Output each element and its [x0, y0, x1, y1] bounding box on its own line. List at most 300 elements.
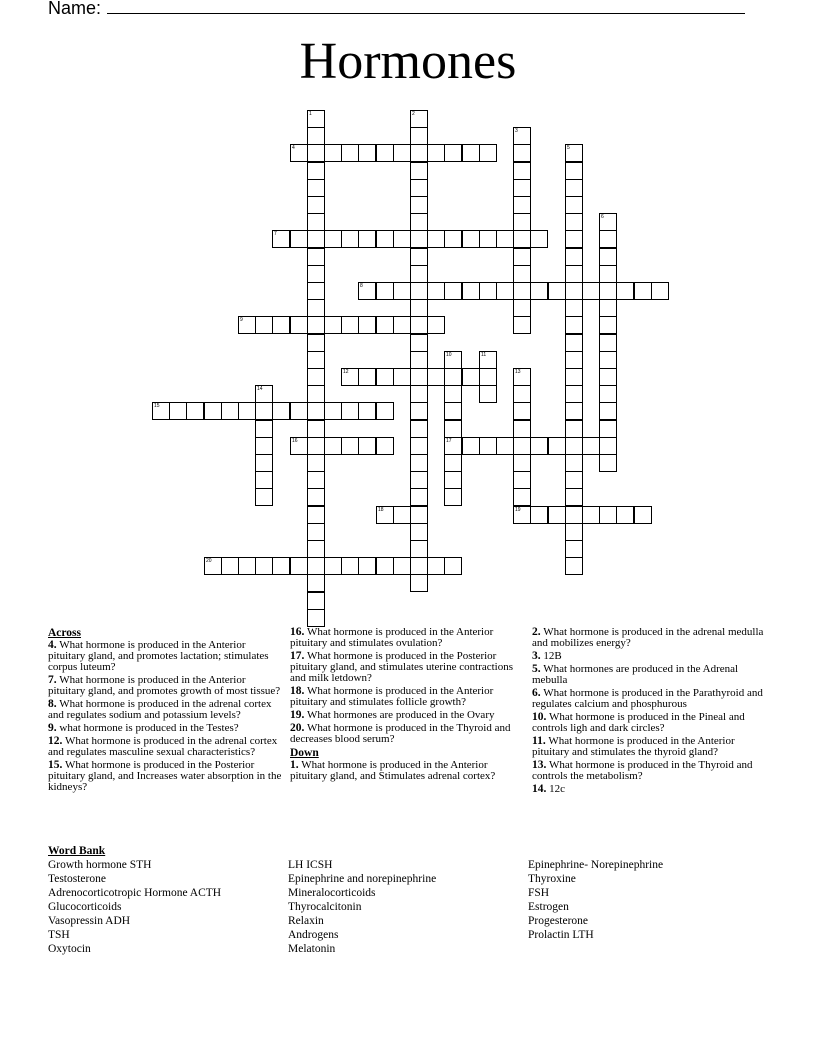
grid-cell[interactable] — [599, 385, 617, 403]
grid-cell[interactable] — [307, 540, 325, 558]
clue-text: What hormone is produced in the Pineal and controls ligh and dark circles? — [532, 711, 745, 734]
grid-cell[interactable] — [479, 351, 497, 369]
grid-cell[interactable] — [513, 230, 531, 248]
grid-cell[interactable] — [410, 523, 428, 541]
clue-number: 16. — [290, 626, 305, 638]
grid-cell[interactable] — [513, 127, 531, 145]
grid-cell[interactable] — [410, 506, 428, 524]
grid-cell[interactable] — [376, 316, 394, 334]
grid-cell[interactable] — [565, 385, 583, 403]
grid-cell[interactable] — [599, 506, 617, 524]
clue-down-5 — [532, 664, 767, 686]
grid-cell[interactable] — [565, 488, 583, 506]
grid-cell[interactable] — [358, 368, 376, 386]
grid-cell[interactable] — [307, 557, 325, 575]
grid-cell[interactable] — [410, 368, 428, 386]
grid-cell[interactable] — [255, 557, 273, 575]
grid-cell[interactable] — [444, 144, 462, 162]
clues-column-3 — [532, 627, 767, 797]
grid-cell[interactable] — [462, 144, 480, 162]
grid-cell[interactable] — [290, 230, 308, 248]
grid-cell[interactable] — [599, 213, 617, 231]
grid-cell[interactable] — [410, 351, 428, 369]
clue-number: 20. — [290, 722, 305, 734]
clue-across-8 — [48, 699, 283, 721]
grid-cell[interactable] — [307, 179, 325, 197]
grid-cell[interactable] — [616, 282, 634, 300]
grid-cell[interactable] — [599, 316, 617, 334]
grid-cell[interactable] — [513, 385, 531, 403]
grid-cell[interactable] — [358, 402, 376, 420]
grid-cell[interactable] — [186, 402, 204, 420]
grid-cell[interactable] — [565, 437, 583, 455]
grid-cell[interactable] — [204, 402, 222, 420]
grid-cell[interactable] — [479, 282, 497, 300]
grid-cell[interactable] — [565, 540, 583, 558]
grid-cell[interactable] — [307, 368, 325, 386]
name-label: Name: — [48, 0, 102, 18]
grid-cell[interactable] — [410, 196, 428, 214]
clue-across-19 — [290, 710, 525, 721]
clue-text: What hormone is produced in the adrenal medulla and mobilizes energy? — [532, 626, 764, 649]
grid-cell[interactable] — [410, 437, 428, 455]
grid-cell[interactable] — [358, 144, 376, 162]
grid-cell[interactable] — [444, 230, 462, 248]
grid-cell[interactable] — [238, 316, 256, 334]
grid-cell[interactable] — [324, 437, 342, 455]
grid-cell[interactable] — [307, 454, 325, 472]
grid-cell[interactable] — [565, 316, 583, 334]
word-bank-entry: Prolactin LTH — [528, 929, 594, 941]
word-bank-entry: Androgens — [288, 929, 339, 941]
cell-number: 15 — [154, 403, 160, 409]
grid-cell[interactable] — [513, 437, 531, 455]
grid-cell[interactable] — [307, 506, 325, 524]
grid-cell[interactable] — [599, 248, 617, 266]
grid-cell[interactable] — [307, 334, 325, 352]
grid-cell[interactable] — [290, 557, 308, 575]
grid-cell[interactable] — [496, 437, 514, 455]
grid-cell[interactable] — [634, 506, 652, 524]
clue-text: What hormone is produced in the Anterior pituitary gland, and promotes growth of most tissue? — [48, 674, 281, 697]
grid-cell[interactable] — [513, 420, 531, 438]
clue-number: 2. — [532, 626, 541, 638]
word-bank-entry: Epinephrine- Norepinephrine — [528, 859, 664, 871]
cell-number: 9 — [240, 317, 243, 323]
grid-cell[interactable] — [599, 230, 617, 248]
grid-cell[interactable] — [599, 420, 617, 438]
grid-cell[interactable] — [410, 248, 428, 266]
grid-cell[interactable] — [307, 213, 325, 231]
grid-cell[interactable] — [307, 299, 325, 317]
clue-text: What hormone is produced in the Thyroid and controls the metabolism? — [532, 759, 753, 782]
clue-down-1 — [290, 760, 525, 782]
grid-cell[interactable] — [358, 557, 376, 575]
clue-number: 15. — [48, 759, 63, 771]
grid-cell[interactable] — [634, 282, 652, 300]
grid-cell[interactable] — [255, 454, 273, 472]
grid-cell[interactable] — [513, 471, 531, 489]
grid-cell[interactable] — [496, 230, 514, 248]
clue-text: What hormone is produced in the Anterior pituitary gland, and promotes lactation; stimulates corpus luteum? — [48, 639, 269, 673]
word-bank-entry: Thyroxine — [528, 873, 576, 885]
grid-cell[interactable] — [341, 557, 359, 575]
clue-across-17 — [290, 651, 525, 684]
grid-cell[interactable] — [307, 144, 325, 162]
clue-down-11 — [532, 736, 767, 758]
grid-cell[interactable] — [530, 230, 548, 248]
clue-number: 3. — [532, 650, 541, 662]
grid-cell[interactable] — [307, 265, 325, 283]
grid-cell[interactable] — [410, 179, 428, 197]
grid-cell[interactable] — [272, 230, 290, 248]
grid-cell[interactable] — [462, 368, 480, 386]
grid-cell[interactable] — [410, 127, 428, 145]
grid-cell[interactable] — [393, 316, 411, 334]
clue-down-3 — [532, 651, 767, 662]
grid-cell[interactable] — [427, 557, 445, 575]
grid-cell[interactable] — [513, 179, 531, 197]
grid-cell[interactable] — [307, 488, 325, 506]
grid-cell[interactable] — [513, 454, 531, 472]
grid-cell[interactable] — [272, 557, 290, 575]
grid-cell[interactable] — [479, 144, 497, 162]
clue-number: 18. — [290, 685, 305, 697]
grid-cell[interactable] — [169, 402, 187, 420]
grid-cell[interactable] — [410, 420, 428, 438]
clues-column-1 — [48, 627, 283, 795]
grid-cell[interactable] — [376, 144, 394, 162]
word-bank-entry: Estrogen — [528, 901, 569, 913]
grid-cell[interactable] — [307, 282, 325, 300]
grid-cell[interactable] — [221, 402, 239, 420]
grid-cell[interactable] — [582, 506, 600, 524]
grid-cell[interactable] — [496, 282, 514, 300]
grid-cell[interactable] — [255, 385, 273, 403]
grid-cell[interactable] — [307, 110, 325, 128]
grid-cell[interactable] — [444, 385, 462, 403]
grid-cell[interactable] — [393, 506, 411, 524]
grid-cell[interactable] — [599, 437, 617, 455]
grid-cell[interactable] — [272, 402, 290, 420]
grid-cell[interactable] — [324, 230, 342, 248]
grid-cell[interactable] — [582, 282, 600, 300]
grid-cell[interactable] — [444, 557, 462, 575]
grid-cell[interactable] — [565, 196, 583, 214]
grid-cell[interactable] — [616, 506, 634, 524]
grid-cell[interactable] — [255, 420, 273, 438]
grid-cell[interactable] — [255, 488, 273, 506]
cell-number: 19 — [515, 507, 521, 513]
grid-cell[interactable] — [530, 282, 548, 300]
grid-cell[interactable] — [565, 230, 583, 248]
clue-text: What hormone is produced in the Posterior pituitary gland, and Increases water absorption in the kidneys? — [48, 759, 282, 793]
word-bank-entry: Vasopressin ADH — [48, 915, 131, 927]
grid-cell[interactable] — [307, 471, 325, 489]
clue-text: 12B — [543, 650, 562, 662]
grid-cell[interactable] — [324, 316, 342, 334]
grid-cell[interactable] — [272, 316, 290, 334]
grid-cell[interactable] — [565, 471, 583, 489]
grid-cell[interactable] — [307, 248, 325, 266]
clue-text: What hormone is produced in the adrenal cortex and regulates sodium and potassium levels? — [48, 698, 272, 721]
grid-cell[interactable] — [341, 437, 359, 455]
grid-cell[interactable] — [565, 299, 583, 317]
grid-cell[interactable] — [410, 540, 428, 558]
grid-cell[interactable] — [410, 299, 428, 317]
clue-number: 7. — [48, 674, 57, 686]
grid-cell[interactable] — [307, 437, 325, 455]
clue-down-13 — [532, 760, 767, 782]
grid-cell[interactable] — [479, 437, 497, 455]
grid-cell[interactable] — [290, 437, 308, 455]
grid-cell[interactable] — [582, 437, 600, 455]
grid-cell[interactable] — [599, 368, 617, 386]
clue-number: 12. — [48, 735, 63, 747]
grid-cell[interactable] — [393, 557, 411, 575]
grid-cell[interactable] — [290, 144, 308, 162]
grid-cell[interactable] — [290, 402, 308, 420]
grid-cell[interactable] — [376, 402, 394, 420]
grid-cell[interactable] — [307, 196, 325, 214]
grid-cell[interactable] — [307, 402, 325, 420]
grid-cell[interactable] — [513, 506, 531, 524]
grid-cell[interactable] — [427, 230, 445, 248]
grid-cell[interactable] — [444, 488, 462, 506]
grid-cell[interactable] — [255, 471, 273, 489]
grid-cell[interactable] — [565, 162, 583, 180]
grid-cell[interactable] — [513, 196, 531, 214]
grid-cell[interactable] — [410, 282, 428, 300]
grid-cell[interactable] — [307, 316, 325, 334]
grid-cell[interactable] — [599, 265, 617, 283]
word-bank-title: Word Bank — [48, 845, 106, 857]
grid-cell[interactable] — [599, 299, 617, 317]
clue-number: 19. — [290, 709, 305, 721]
grid-cell[interactable] — [410, 144, 428, 162]
grid-cell[interactable] — [290, 316, 308, 334]
clue-down-10 — [532, 712, 767, 734]
grid-cell[interactable] — [341, 402, 359, 420]
grid-cell[interactable] — [238, 557, 256, 575]
grid-cell[interactable] — [410, 385, 428, 403]
grid-cell[interactable] — [565, 506, 583, 524]
grid-cell[interactable] — [410, 316, 428, 334]
grid-cell[interactable] — [255, 437, 273, 455]
grid-cell[interactable] — [599, 454, 617, 472]
grid-cell[interactable] — [307, 574, 325, 592]
grid-cell[interactable] — [410, 402, 428, 420]
grid-cell[interactable] — [393, 144, 411, 162]
grid-cell[interactable] — [376, 437, 394, 455]
grid-cell[interactable] — [599, 402, 617, 420]
grid-cell[interactable] — [341, 368, 359, 386]
grid-cell[interactable] — [358, 282, 376, 300]
grid-cell[interactable] — [565, 420, 583, 438]
cell-number: 7 — [274, 231, 277, 237]
clue-across-12 — [48, 736, 283, 758]
grid-cell[interactable] — [599, 334, 617, 352]
grid-cell[interactable] — [565, 402, 583, 420]
word-bank-entry: Relaxin — [288, 915, 324, 927]
grid-cell[interactable] — [358, 230, 376, 248]
grid-cell[interactable] — [410, 488, 428, 506]
grid-cell[interactable] — [444, 471, 462, 489]
grid-cell[interactable] — [530, 506, 548, 524]
grid-cell[interactable] — [410, 454, 428, 472]
grid-cell[interactable] — [376, 230, 394, 248]
grid-cell[interactable] — [393, 230, 411, 248]
grid-cell[interactable] — [479, 230, 497, 248]
grid-cell[interactable] — [565, 265, 583, 283]
grid-cell[interactable] — [462, 282, 480, 300]
cell-number: 6 — [601, 214, 604, 220]
clue-text: What hormones are produced in the Ovary — [306, 709, 495, 721]
grid-cell[interactable] — [513, 144, 531, 162]
clue-text: What hormone is produced in the Anterior pituitary gland, and Stimulates adrenal cortex? — [290, 759, 496, 782]
grid-cell[interactable] — [238, 402, 256, 420]
grid-cell[interactable] — [565, 523, 583, 541]
grid-cell[interactable] — [376, 506, 394, 524]
grid-cell[interactable] — [565, 248, 583, 266]
grid-cell[interactable] — [565, 557, 583, 575]
cell-number: 3 — [515, 128, 518, 134]
clue-down-2 — [532, 627, 767, 649]
grid-cell[interactable] — [307, 230, 325, 248]
grid-cell[interactable] — [221, 557, 239, 575]
grid-cell[interactable] — [565, 368, 583, 386]
cell-number: 18 — [378, 507, 384, 513]
grid-cell[interactable] — [152, 402, 170, 420]
grid-cell[interactable] — [358, 316, 376, 334]
clue-number: 10. — [532, 711, 547, 723]
grid-cell[interactable] — [376, 282, 394, 300]
grid-cell[interactable] — [513, 368, 531, 386]
grid-cell[interactable] — [444, 420, 462, 438]
grid-cell[interactable] — [427, 316, 445, 334]
word-bank-entry: Oxytocin — [48, 943, 91, 955]
grid-cell[interactable] — [427, 282, 445, 300]
grid-cell[interactable] — [565, 179, 583, 197]
grid-cell[interactable] — [513, 316, 531, 334]
grid-cell[interactable] — [444, 282, 462, 300]
grid-cell[interactable] — [307, 609, 325, 627]
grid-cell[interactable] — [376, 557, 394, 575]
grid-cell[interactable] — [410, 471, 428, 489]
grid-cell[interactable] — [599, 351, 617, 369]
grid-cell[interactable] — [565, 213, 583, 231]
clue-text: what hormone is produced in the Testes? — [59, 722, 239, 734]
grid-cell[interactable] — [513, 248, 531, 266]
grid-cell[interactable] — [255, 402, 273, 420]
grid-cell[interactable] — [307, 162, 325, 180]
grid-cell[interactable] — [307, 420, 325, 438]
clue-down-6 — [532, 688, 767, 710]
grid-cell[interactable] — [444, 454, 462, 472]
grid-cell[interactable] — [393, 282, 411, 300]
grid-cell[interactable] — [462, 230, 480, 248]
clue-text: What hormone is produced in the Thyroid and decreases blood serum? — [290, 722, 511, 745]
clue-across-16 — [290, 627, 525, 649]
grid-cell[interactable] — [307, 127, 325, 145]
grid-cell[interactable] — [410, 265, 428, 283]
grid-cell[interactable] — [341, 144, 359, 162]
grid-cell[interactable] — [410, 230, 428, 248]
grid-cell[interactable] — [427, 144, 445, 162]
grid-cell[interactable] — [548, 437, 566, 455]
grid-cell[interactable] — [565, 282, 583, 300]
grid-cell[interactable] — [410, 557, 428, 575]
word-bank-entry: Growth hormone STH — [48, 859, 152, 871]
cell-number: 1 — [309, 111, 312, 117]
cell-number: 20 — [206, 558, 212, 564]
grid-cell[interactable] — [599, 282, 617, 300]
grid-cell[interactable] — [341, 230, 359, 248]
grid-cell[interactable] — [324, 144, 342, 162]
grid-cell[interactable] — [307, 385, 325, 403]
cell-number: 2 — [412, 111, 415, 117]
grid-cell[interactable] — [410, 213, 428, 231]
clue-text: What hormone is produced in the Parathyroid and regulates calcium and phosphurous — [532, 687, 763, 710]
grid-cell[interactable] — [324, 402, 342, 420]
grid-cell[interactable] — [565, 144, 583, 162]
cell-number: 13 — [515, 369, 521, 375]
grid-cell[interactable] — [462, 437, 480, 455]
grid-cell[interactable] — [444, 368, 462, 386]
clue-number: 1. — [290, 759, 299, 771]
clue-text: 12c — [549, 783, 566, 795]
grid-cell[interactable] — [548, 506, 566, 524]
grid-cell[interactable] — [410, 162, 428, 180]
grid-cell[interactable] — [255, 316, 273, 334]
grid-cell[interactable] — [565, 351, 583, 369]
grid-cell[interactable] — [358, 437, 376, 455]
grid-cell[interactable] — [307, 592, 325, 610]
word-bank-entry: Glucocorticoids — [48, 901, 122, 913]
grid-cell[interactable] — [513, 488, 531, 506]
grid-cell[interactable] — [479, 385, 497, 403]
grid-cell[interactable] — [513, 402, 531, 420]
grid-cell[interactable] — [513, 162, 531, 180]
cell-number: 16 — [292, 438, 298, 444]
grid-cell[interactable] — [530, 437, 548, 455]
grid-cell[interactable] — [444, 351, 462, 369]
grid-cell[interactable] — [513, 265, 531, 283]
grid-cell[interactable] — [204, 557, 222, 575]
grid-cell[interactable] — [307, 523, 325, 541]
grid-cell[interactable] — [444, 437, 462, 455]
grid-cell[interactable] — [341, 316, 359, 334]
grid-cell[interactable] — [307, 351, 325, 369]
grid-cell[interactable] — [513, 213, 531, 231]
clue-number: 17. — [290, 650, 305, 662]
grid-cell[interactable] — [513, 299, 531, 317]
grid-cell[interactable] — [393, 368, 411, 386]
grid-cell[interactable] — [410, 110, 428, 128]
grid-cell[interactable] — [427, 368, 445, 386]
grid-cell[interactable] — [651, 282, 669, 300]
grid-cell[interactable] — [513, 282, 531, 300]
grid-cell[interactable] — [324, 557, 342, 575]
grid-cell[interactable] — [444, 402, 462, 420]
grid-cell[interactable] — [410, 574, 428, 592]
grid-cell[interactable] — [376, 368, 394, 386]
grid-cell[interactable] — [410, 334, 428, 352]
grid-cell[interactable] — [565, 454, 583, 472]
grid-cell[interactable] — [565, 334, 583, 352]
grid-cell[interactable] — [479, 368, 497, 386]
grid-cell[interactable] — [548, 282, 566, 300]
